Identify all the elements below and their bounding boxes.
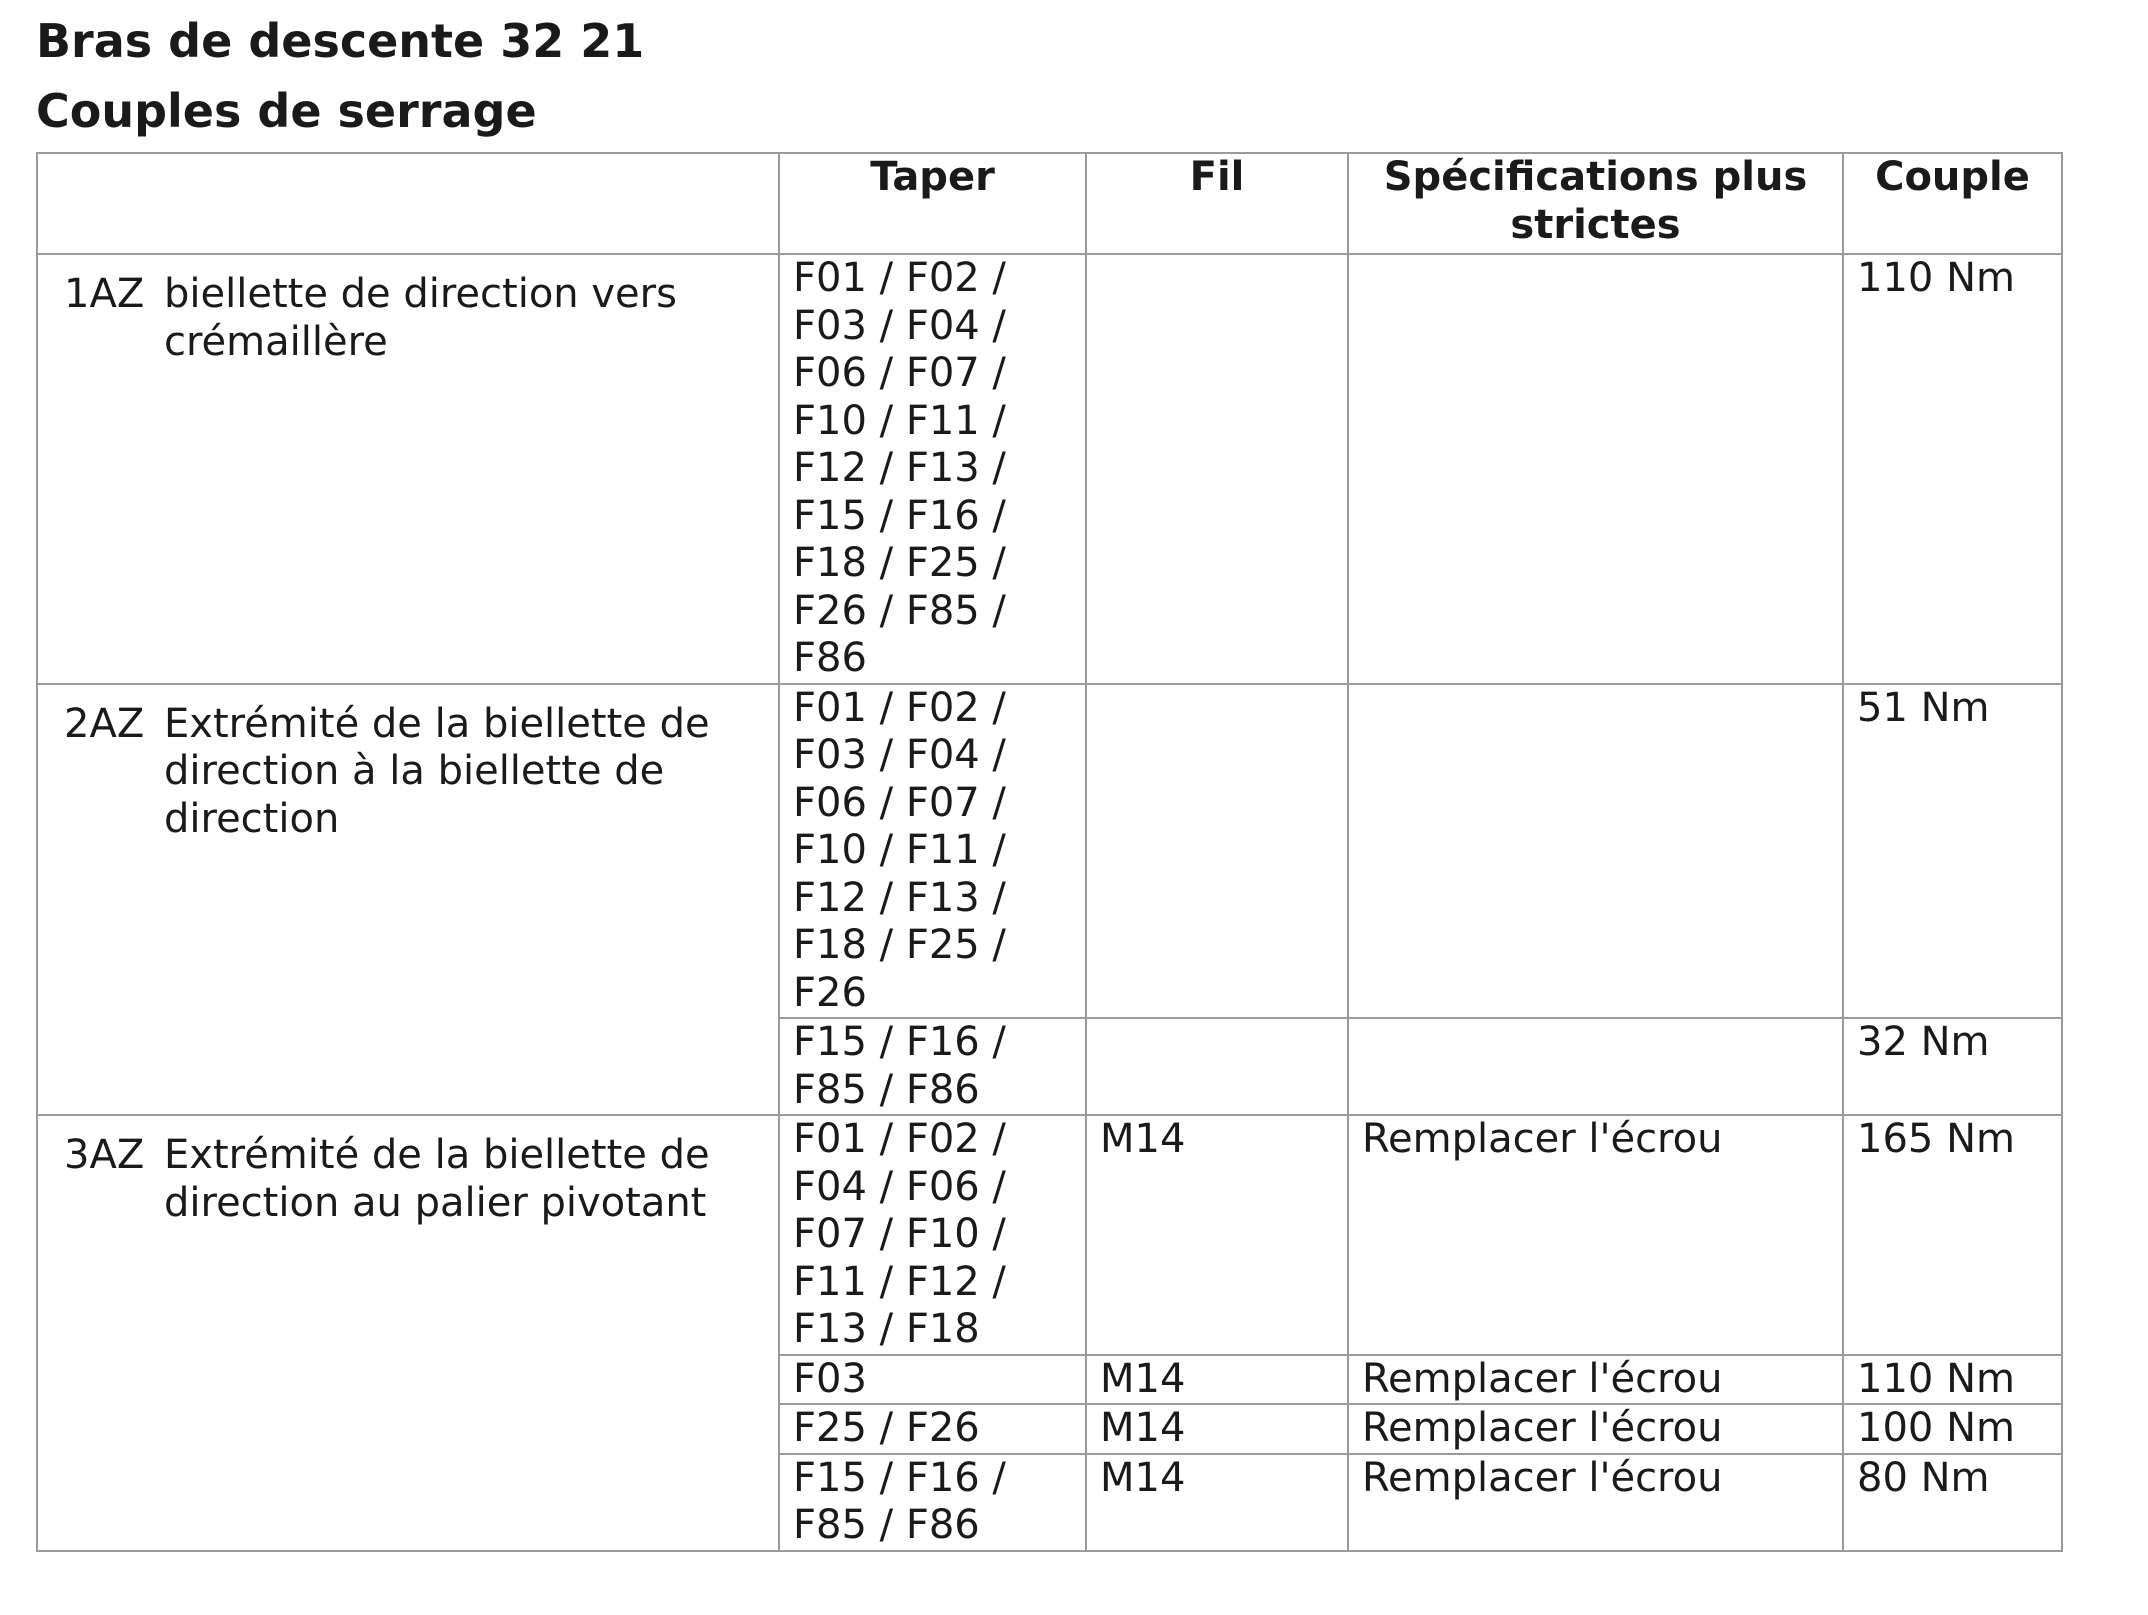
spec-cell: Remplacer l'écrou: [1348, 1355, 1843, 1405]
fil-cell: M14: [1086, 1454, 1348, 1551]
component-code: 2AZ: [64, 700, 145, 747]
component-cell: [37, 254, 779, 684]
taper-value: F01 / F02 / F03 / F04 / F06 / F07 / F10 / F11 / F12 / F13 / F18 / F25 / F26: [793, 684, 1006, 1016]
table-row: [37, 254, 2062, 684]
taper-cell: [779, 1018, 1086, 1115]
spec-cell: [1348, 1018, 1843, 1115]
taper-value: F15 / F16 / F85 / F86: [793, 1454, 1006, 1548]
couple-cell: 110 Nm: [1843, 254, 2062, 684]
header-spec: Spécifications plus strictes: [1348, 153, 1843, 254]
fil-cell: [1086, 684, 1348, 1019]
header-couple: Couple: [1843, 153, 2062, 254]
taper-value: F03: [793, 1355, 867, 1402]
taper-value: F01 / F02 / F04 / F06 / F07 / F10 / F11 / F12 / F13 / F18: [793, 1116, 1006, 1352]
header-taper: Taper: [779, 153, 1086, 254]
taper-value: F25 / F26: [793, 1405, 980, 1451]
couple-cell: 110 Nm: [1843, 1355, 2062, 1405]
couple-cell: 100 Nm: [1843, 1404, 2062, 1454]
fil-cell: M14: [1086, 1355, 1348, 1405]
page-subtitle: Couples de serrage: [36, 84, 537, 138]
spec-cell: [1348, 254, 1843, 684]
header-component: [37, 153, 779, 254]
table-row: [37, 1115, 2062, 1355]
taper-cell: [779, 1454, 1086, 1551]
table-row: [37, 684, 2062, 1019]
page-title: Bras de descente 32 21: [36, 14, 645, 68]
spec-cell: Remplacer l'écrou: [1348, 1404, 1843, 1454]
spec-cell: Remplacer l'écrou: [1348, 1115, 1843, 1355]
taper-cell: [779, 254, 1086, 684]
header-fil: Fil: [1086, 153, 1348, 254]
taper-cell: [779, 1355, 1086, 1405]
component-description: biellette de direction vers crémaillère: [164, 271, 677, 365]
fil-cell: M14: [1086, 1404, 1348, 1454]
torque-table: [36, 152, 2063, 1552]
taper-cell: [779, 1404, 1086, 1454]
couple-cell: 32 Nm: [1843, 1018, 2062, 1115]
taper-cell: [779, 1115, 1086, 1355]
component-cell: [37, 684, 779, 1116]
table-header-row: [37, 153, 2062, 254]
spec-cell: Remplacer l'écrou: [1348, 1454, 1843, 1551]
couple-cell: 80 Nm: [1843, 1454, 2062, 1551]
document: [36, 6, 2066, 1552]
taper-cell: [779, 684, 1086, 1019]
component-code: 3AZ: [64, 1132, 145, 1178]
spec-cell: [1348, 684, 1843, 1019]
couple-cell: 165 Nm: [1843, 1115, 2062, 1355]
taper-value: F01 / F02 / F03 / F04 / F06 / F07 / F10 / F11 / F12 / F13 / F15 / F16 / F18 / F25 / F26 / F85 / F86: [793, 255, 1006, 681]
taper-value: F15 / F16 / F85 / F86: [793, 1019, 1006, 1113]
fil-cell: M14: [1086, 1115, 1348, 1355]
component-description: Extrémité de la biellette de direction au palier pivotant: [164, 1132, 710, 1226]
fil-cell: [1086, 254, 1348, 684]
component-cell: [37, 1115, 779, 1551]
fil-cell: [1086, 1018, 1348, 1115]
component-code: 1AZ: [64, 271, 145, 317]
component-description: Extrémité de la biellette de direction à la biellette de direction: [164, 700, 710, 842]
couple-cell: 51 Nm: [1843, 684, 2062, 1019]
